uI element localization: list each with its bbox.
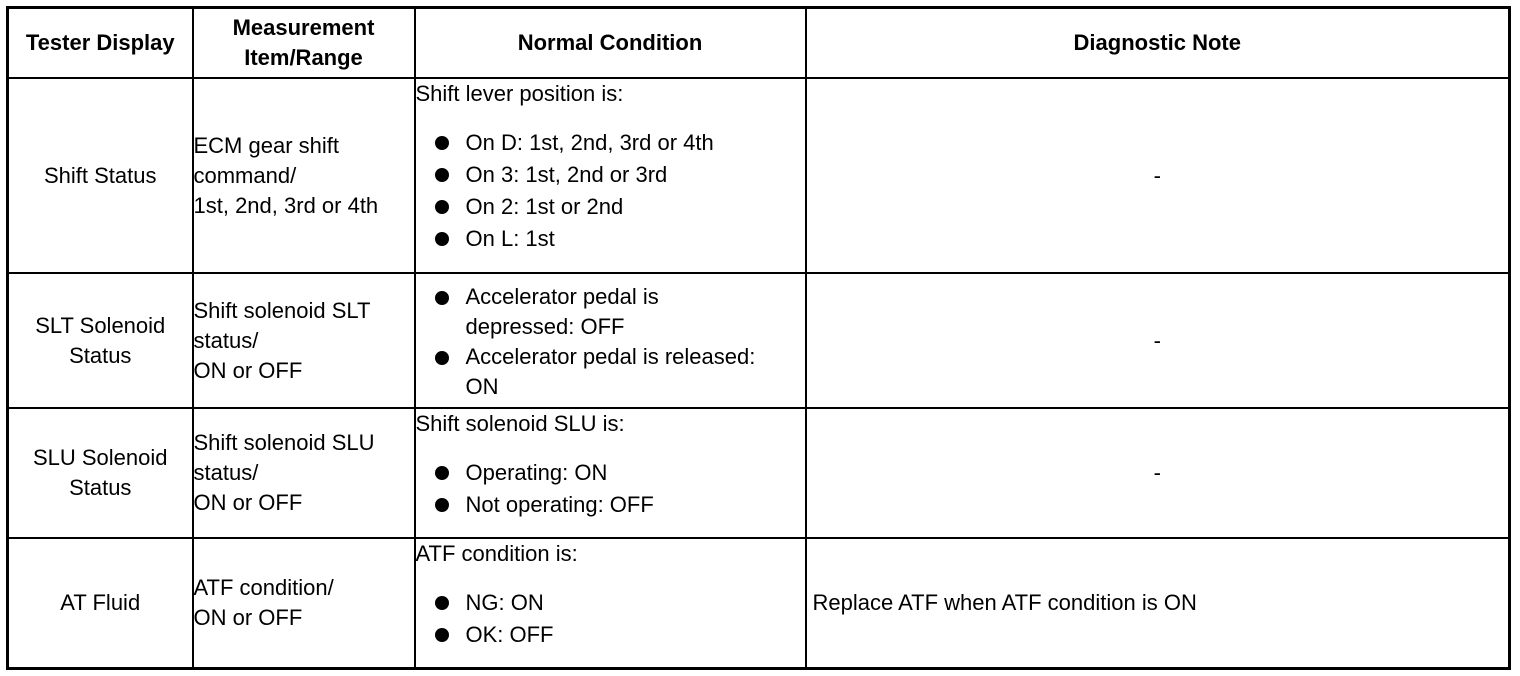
cell-tester-display: SLT Solenoid Status	[8, 273, 193, 408]
list-item: On D: 1st, 2nd, 3rd or 4th	[416, 127, 805, 159]
cell-normal-condition	[415, 538, 806, 668]
cell-diagnostic-note: Replace ATF when ATF condition is ON	[806, 538, 1510, 668]
list-item: OK: OFF	[416, 619, 805, 651]
bullet-icon	[435, 168, 449, 182]
condition-list	[416, 127, 805, 255]
condition-list	[416, 282, 805, 402]
condition-list	[416, 587, 805, 651]
bullet-icon	[435, 466, 449, 480]
header-measurement-item: Measurement Item/Range	[193, 8, 415, 79]
cell-normal-condition	[415, 408, 806, 538]
cell-tester-display: Shift Status	[8, 78, 193, 273]
table-row	[8, 78, 1510, 273]
cell-diagnostic-note: -	[806, 78, 1510, 273]
header-row	[8, 8, 1510, 79]
cell-normal-condition	[415, 273, 806, 408]
bullet-icon	[435, 291, 449, 305]
header-normal-condition: Normal Condition	[415, 8, 806, 79]
header-tester-display: Tester Display	[8, 8, 193, 79]
bullet-icon	[435, 232, 449, 246]
cell-measurement-item: ATF condition/ ON or OFF	[193, 538, 415, 668]
list-item: On 2: 1st or 2nd	[416, 191, 805, 223]
list-item: On L: 1st	[416, 223, 805, 255]
list-item: Operating: ON	[416, 457, 805, 489]
condition-intro: Shift solenoid SLU is:	[415, 411, 625, 437]
list-item: Accelerator pedal is depressed: OFF	[416, 282, 805, 342]
bullet-icon	[435, 351, 449, 365]
spec-table	[6, 6, 1511, 670]
list-item: On 3: 1st, 2nd or 3rd	[416, 159, 805, 191]
bullet-icon	[435, 628, 449, 642]
bullet-icon	[435, 136, 449, 150]
condition-intro: Shift lever position is:	[415, 81, 624, 106]
cell-diagnostic-note: -	[806, 408, 1510, 538]
table-row	[8, 408, 1510, 538]
table-row	[8, 538, 1510, 668]
cell-diagnostic-note: -	[806, 273, 1510, 408]
list-item: Not operating: OFF	[416, 489, 805, 521]
cell-tester-display: SLU Solenoid Status	[8, 408, 193, 538]
table-row	[8, 273, 1510, 408]
bullet-icon	[435, 200, 449, 214]
bullet-icon	[435, 596, 449, 610]
cell-measurement-item: Shift solenoid SLT status/ ON or OFF	[193, 273, 415, 408]
cell-measurement-item: Shift solenoid SLU status/ ON or OFF	[193, 408, 415, 538]
condition-intro: ATF condition is:	[415, 541, 578, 567]
list-item: NG: ON	[416, 587, 805, 619]
cell-measurement-item: ECM gear shift command/ 1st, 2nd, 3rd or 4th	[193, 78, 415, 273]
condition-list	[416, 457, 805, 521]
bullet-icon	[435, 498, 449, 512]
header-diagnostic-note: Diagnostic Note	[806, 8, 1510, 79]
cell-normal-condition	[415, 78, 806, 273]
cell-tester-display: AT Fluid	[8, 538, 193, 668]
list-item: Accelerator pedal is released: ON	[416, 342, 805, 402]
